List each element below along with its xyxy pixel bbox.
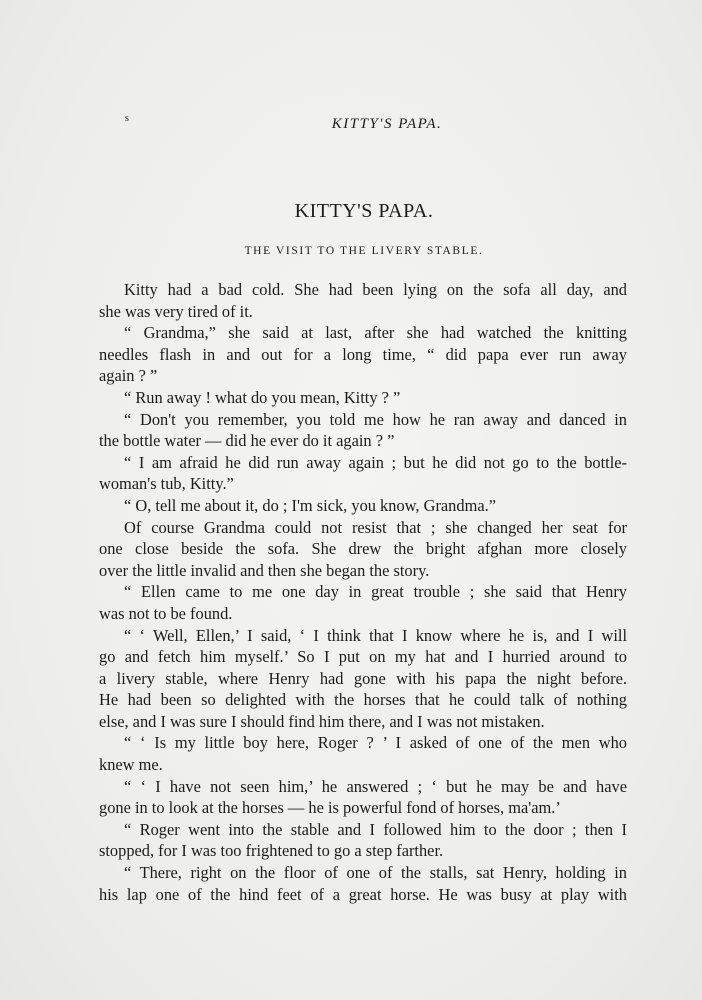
text-line: his lap one of the hind feet of a great horse. He was busy at play with (99, 884, 627, 904)
text-line: stopped, for I was too frightened to go a step farther. (99, 841, 444, 861)
text-line: Of course Grandma could not resist that ; she changed her seat for (124, 517, 627, 537)
text-line: “ Roger went into the stable and I followed him to the door ; then I (124, 819, 627, 839)
text-line: over the little invalid and then she began the story. (99, 560, 430, 580)
stray-print-mark: s (125, 113, 129, 124)
text-line: “ Ellen came to me one day in great trouble ; she said that Henry (124, 582, 627, 602)
paragraph (99, 862, 627, 905)
paragraph (99, 279, 627, 322)
paragraph (99, 322, 627, 387)
paragraph (99, 452, 627, 495)
text-line: gone in to look at the horses — he is powerful fond of horses, ma'am.’ (99, 798, 561, 818)
text-line: “ O, tell me about it, do ; I'm sick, you know, Grandma.” (124, 495, 496, 515)
text-line: “ ‘ Is my little boy here, Roger ? ’ I asked of one of the men who (124, 733, 627, 753)
text-line: was not to be found. (99, 603, 233, 623)
text-line: again ? ” (99, 366, 158, 386)
text-line: “ Run away ! what do you mean, Kitty ? ” (124, 387, 401, 407)
text-line: else, and I was sure I should find him there, and I was not mistaken. (99, 711, 545, 731)
text-line: “ Don't you remember, you told me how he ran away and danced in (124, 409, 627, 429)
text-line: one close beside the sofa. She drew the bright afghan more closely (99, 539, 627, 559)
paragraph (99, 776, 627, 819)
paragraph (99, 732, 627, 775)
text-line: “ I am afraid he did run away again ; but he did not go to the bottle- (124, 452, 627, 472)
paragraph (99, 495, 627, 517)
text-line: knew me. (99, 755, 163, 775)
paragraph (99, 387, 627, 409)
paragraph (99, 625, 627, 733)
paragraph (99, 409, 627, 452)
text-line: He had been so delighted with the horses that he could talk of nothing (99, 690, 627, 710)
text-line: “ ‘ Well, Ellen,’ I said, ‘ I think that I know where he is, and I will (124, 625, 627, 645)
paragraph (99, 517, 627, 582)
paragraph (99, 819, 627, 862)
chapter-subtitle: THE VISIT TO THE LIVERY STABLE. (244, 245, 484, 257)
paragraph (99, 581, 627, 624)
text-line: woman's tub, Kitty.” (99, 474, 234, 494)
text-line: she was very tired of it. (99, 301, 253, 321)
text-line: the bottle water — did he ever do it again ? ” (99, 431, 395, 451)
body-text (99, 279, 627, 905)
text-line: a livery stable, where Henry had gone with his papa the night before. (99, 668, 627, 688)
text-line: needles flash in and out for a long time, “ did papa ever run away (99, 344, 627, 364)
text-line: “ ‘ I have not seen him,’ he answered ; ‘ but he may be and have (124, 776, 627, 796)
text-line: go and fetch him myself.’ So I put on my hat and I hurried around to (99, 647, 627, 667)
text-line: “ There, right on the floor of one of the stalls, sat Henry, holding in (124, 863, 627, 883)
text-line: “ Grandma,” she said at last, after she had watched the knitting (124, 323, 627, 343)
chapter-title: KITTY'S PAPA. (294, 200, 434, 222)
running-head: KITTY'S PAPA. (331, 116, 443, 132)
text-line: Kitty had a bad cold. She had been lying on the sofa all day, and (124, 280, 627, 299)
